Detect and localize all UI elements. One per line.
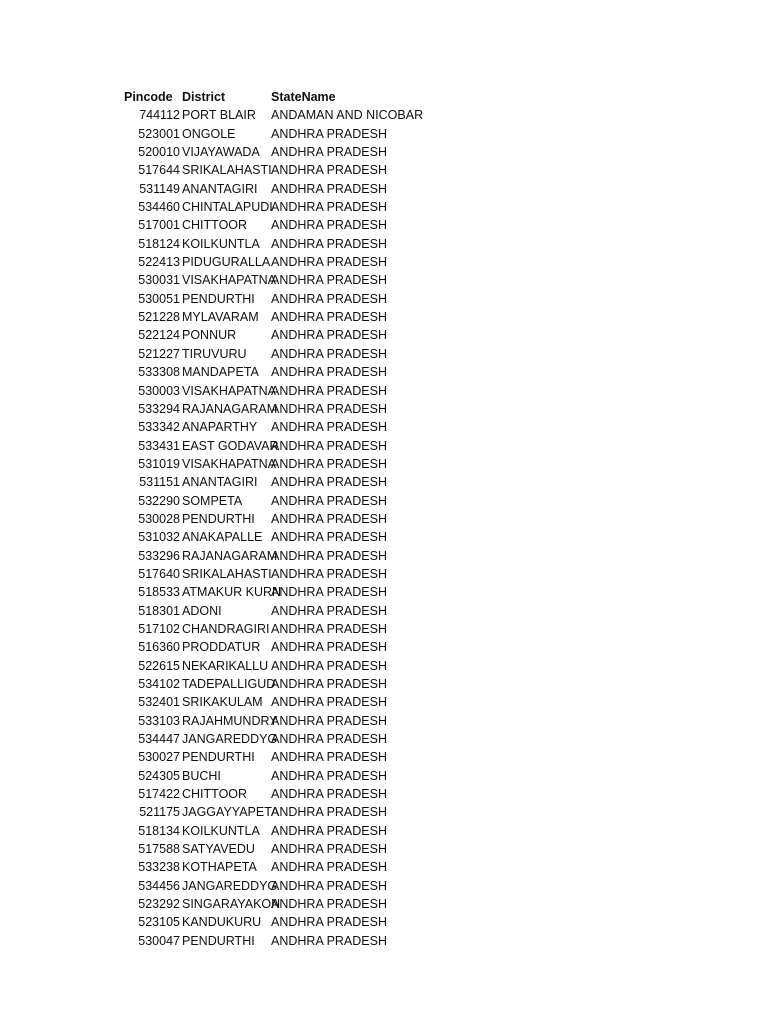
table-row [124,400,531,418]
pincode-table [124,88,531,950]
table-row [124,712,531,730]
table-row [124,913,531,931]
cell-statename: ANDHRA PRADESH [271,328,387,343]
table-row [124,528,531,546]
cell-district: PRODDATUR [182,640,261,655]
table-row [124,216,531,234]
cell-district: PENDURTHI [182,511,255,526]
table-row [124,785,531,803]
table-row [124,308,531,326]
cell-pincode: 517422 [138,787,180,802]
cell-district: EAST GODAVAR [182,438,279,453]
cell-statename: ANDHRA PRADESH [271,401,387,416]
cell-district: SRIKALAHASTI [182,163,272,178]
cell-pincode: 518533 [138,585,180,600]
table-row [124,437,531,455]
cell-statename: ANDHRA PRADESH [271,163,387,178]
cell-statename: ANDHRA PRADESH [271,768,387,783]
cell-pincode: 533103 [138,713,180,728]
table-row [124,271,531,289]
cell-pincode: 530051 [138,291,180,306]
cell-statename: ANDHRA PRADESH [271,181,387,196]
table-row [124,235,531,253]
cell-statename: ANDHRA PRADESH [271,805,387,820]
cell-district: VISAKHAPATNA [182,273,277,288]
cell-district: ADONI [182,603,222,618]
cell-district: MYLAVARAM [182,310,259,325]
cell-pincode: 531151 [139,475,180,490]
cell-district: PENDURTHI [182,750,255,765]
table-row [124,730,531,748]
cell-statename: ANDHRA PRADESH [271,915,387,930]
cell-statename: ANDHRA PRADESH [271,823,387,838]
cell-pincode: 534460 [138,200,180,215]
cell-pincode: 517588 [138,842,180,857]
cell-statename: ANDHRA PRADESH [271,732,387,747]
table-row [124,473,531,491]
cell-statename: ANDAMAN AND NICOBAR [271,108,424,123]
cell-pincode: 530003 [138,383,180,398]
cell-statename: ANDHRA PRADESH [271,603,387,618]
cell-district: PENDURTHI [182,291,255,306]
cell-district: MANDAPETA [182,365,259,380]
cell-statename: ANDHRA PRADESH [271,585,387,600]
cell-district: JANGAREDDYG [182,732,278,747]
cell-district: SINGARAYAKON [182,897,281,912]
cell-statename: ANDHRA PRADESH [271,566,387,581]
table-row [124,583,531,601]
cell-district: VISAKHAPATNA [182,456,277,471]
cell-pincode: 522413 [138,255,180,270]
table-row [124,840,531,858]
cell-statename: ANDHRA PRADESH [271,218,387,233]
cell-pincode: 530047 [138,933,180,948]
cell-pincode: 523105 [138,915,180,930]
cell-statename: ANDHRA PRADESH [271,787,387,802]
cell-district: PENDURTHI [182,933,255,948]
cell-statename: ANDHRA PRADESH [271,236,387,251]
table-row [124,638,531,656]
cell-pincode: 530027 [138,750,180,765]
cell-statename: ANDHRA PRADESH [271,621,387,636]
cell-district: CHITTOOR [182,787,248,802]
cell-district: ONGOLE [182,126,236,141]
cell-district: KOILKUNTLA [182,236,260,251]
table-row [124,125,531,143]
table-row [124,858,531,876]
cell-pincode: 744112 [139,108,180,123]
cell-district: VIJAYAWADA [182,145,260,160]
cell-statename: ANDHRA PRADESH [271,750,387,765]
cell-district: TIRUVURU [182,346,247,361]
cell-pincode: 517001 [138,218,180,233]
cell-district: PIDUGURALLA [182,255,271,270]
cell-district: BUCHI [182,768,221,783]
cell-statename: ANDHRA PRADESH [271,145,387,160]
cell-district: CHINTALAPUDI [182,200,273,215]
cell-district: JANGAREDDYG [182,878,278,893]
cell-pincode: 523001 [138,126,180,141]
cell-statename: ANDHRA PRADESH [271,291,387,306]
cell-district: SOMPETA [182,493,243,508]
cell-district: KANDUKURU [182,915,262,930]
cell-pincode: 524305 [138,768,180,783]
table-row [124,877,531,895]
cell-district: NEKARIKALLU [182,658,269,673]
cell-statename: ANDHRA PRADESH [271,200,387,215]
cell-statename: ANDHRA PRADESH [271,383,387,398]
cell-statename: ANDHRA PRADESH [271,493,387,508]
cell-pincode: 533308 [138,365,180,380]
cell-pincode: 518124 [138,236,180,251]
table-row [124,657,531,675]
cell-statename: ANDHRA PRADESH [271,640,387,655]
cell-district: KOILKUNTLA [182,823,260,838]
cell-statename: ANDHRA PRADESH [271,677,387,691]
cell-pincode: 517644 [138,163,180,178]
table-row [124,492,531,510]
cell-district: ANAPARTHY [182,420,258,435]
cell-pincode: 530028 [138,511,180,526]
cell-pincode: 531019 [138,456,180,471]
cell-pincode: 534456 [138,878,180,893]
cell-pincode: 521227 [138,346,180,361]
table-row [124,620,531,638]
cell-district: VISAKHAPATNA [182,383,277,398]
cell-district: SRIKAKULAM [182,695,263,710]
cell-pincode: 533342 [138,420,180,435]
cell-pincode: 533238 [138,860,180,875]
cell-pincode: 521175 [139,805,180,820]
cell-district: JAGGAYYAPETA [182,805,280,820]
cell-pincode: 518134 [138,823,180,838]
cell-statename: ANDHRA PRADESH [271,658,387,673]
cell-statename: ANDHRA PRADESH [271,438,387,453]
cell-pincode: 534102 [138,677,180,691]
table-row [124,822,531,840]
table-row [124,363,531,381]
table-row [124,547,531,565]
cell-statename: ANDHRA PRADESH [271,878,387,893]
cell-pincode: 522124 [138,328,180,343]
cell-pincode: 517102 [138,621,180,636]
cell-statename: ANDHRA PRADESH [271,713,387,728]
cell-pincode: 516360 [138,640,180,655]
table-row [124,455,531,473]
table-row [124,345,531,363]
table-row [124,602,531,620]
cell-pincode: 530031 [138,273,180,288]
cell-district: RAJANAGARAM [182,401,278,416]
cell-district: RAJANAGARAM [182,548,278,563]
table-row [124,693,531,711]
cell-statename: ANDHRA PRADESH [271,695,387,710]
cell-district: SRIKALAHASTI [182,566,272,581]
table-row [124,326,531,344]
table-row [124,767,531,785]
cell-statename: ANDHRA PRADESH [271,530,387,545]
table-row [124,290,531,308]
cell-statename: ANDHRA PRADESH [271,842,387,857]
table-row [124,161,531,179]
cell-district: ATMAKUR KURN [182,585,282,600]
cell-statename: ANDHRA PRADESH [271,511,387,526]
table-row [124,895,531,913]
cell-pincode: 522615 [138,658,180,673]
cell-district: PONNUR [182,328,237,343]
cell-statename: ANDHRA PRADESH [271,255,387,270]
table-row [124,106,531,124]
cell-statename: ANDHRA PRADESH [271,310,387,325]
table-row [124,382,531,400]
cell-pincode: 532290 [138,493,180,508]
cell-district: TADEPALLIGUD [182,677,276,691]
header-district: District [182,90,226,104]
cell-statename: ANDHRA PRADESH [271,933,387,948]
table-row [124,253,531,271]
cell-pincode: 533296 [138,548,180,563]
header-pincode: Pincode [124,90,173,104]
cell-district: ANANTAGIRI [182,475,258,490]
cell-district: SATYAVEDU [182,842,255,857]
cell-pincode: 521228 [138,310,180,325]
header-statename: StateName [271,90,336,104]
cell-pincode: 531149 [139,181,180,196]
cell-district: ANAKAPALLE [182,530,263,545]
table-row [124,675,531,693]
cell-district: RAJAHMUNDRY [182,713,278,728]
table-row [124,803,531,821]
cell-statename: ANDHRA PRADESH [271,365,387,380]
table-row [124,418,531,436]
cell-pincode: 531032 [138,530,180,545]
table-row [124,143,531,161]
cell-statename: ANDHRA PRADESH [271,346,387,361]
cell-statename: ANDHRA PRADESH [271,456,387,471]
cell-statename: ANDHRA PRADESH [271,548,387,563]
table-row [124,932,531,950]
cell-statename: ANDHRA PRADESH [271,897,387,912]
cell-pincode: 532401 [138,695,180,710]
cell-pincode: 517640 [138,566,180,581]
table-header-row [124,88,531,106]
cell-pincode: 520010 [138,145,180,160]
cell-district: CHANDRAGIRI [182,621,270,636]
cell-pincode: 533431 [138,438,180,453]
cell-pincode: 534447 [138,732,180,747]
cell-district: KOTHAPETA [182,860,257,875]
cell-statename: ANDHRA PRADESH [271,420,387,435]
cell-pincode: 533294 [138,401,180,416]
cell-statename: ANDHRA PRADESH [271,273,387,288]
table-row [124,565,531,583]
cell-district: ANANTAGIRI [182,181,258,196]
cell-district: PORT BLAIR [182,108,256,123]
table-row [124,180,531,198]
table-row [124,198,531,216]
cell-district: CHITTOOR [182,218,248,233]
cell-pincode: 523292 [138,897,180,912]
table-row [124,748,531,766]
table-body [124,106,531,950]
cell-statename: ANDHRA PRADESH [271,126,387,141]
cell-pincode: 518301 [138,603,180,618]
cell-statename: ANDHRA PRADESH [271,860,387,875]
table-row [124,510,531,528]
cell-statename: ANDHRA PRADESH [271,475,387,490]
